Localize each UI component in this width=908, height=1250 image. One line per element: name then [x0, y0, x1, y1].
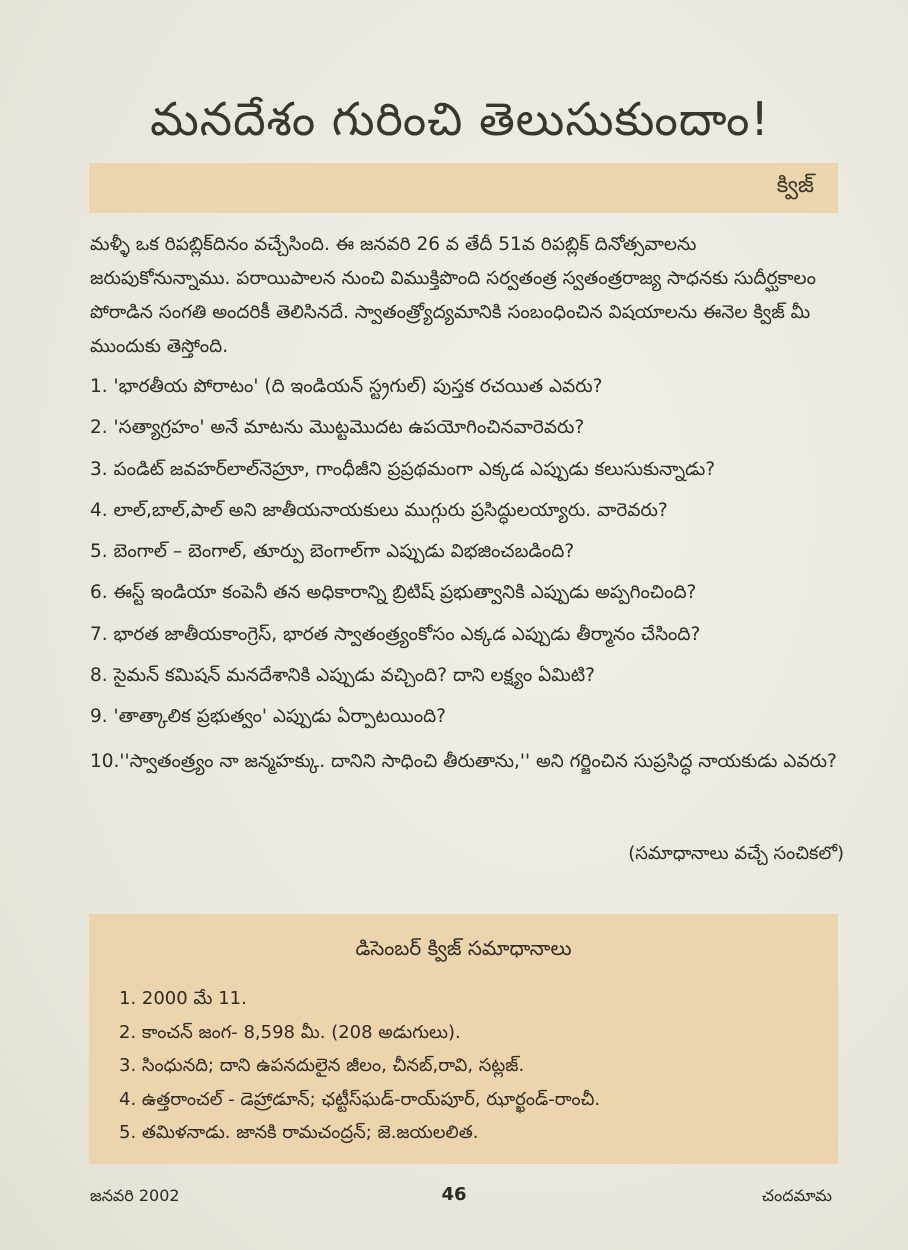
question-item: 9. 'తాత్కాలిక ప్రభుత్వం' ఎప్పుడు ఏర్పాటయింది?	[90, 706, 446, 728]
page-title: మనదేశం గురించి తెలుసుకుందాం!	[150, 92, 770, 146]
section-band	[89, 163, 838, 213]
answer-item: 1. 2000 మే 11.	[119, 988, 247, 1009]
intro-paragraph: మళ్ళీ ఒక రిపబ్లిక్‌దినం వచ్చేసింది. ఈ జనవరి 26 వ తేదీ 51వ రిపబ్లిక్ దినోత్సవాలను జరుపుకోనున్నాము. పరాయిపాలన నుంచి విముక్తిపొంది సర్వతంత్ర స్వతంత్రరాజ్య సాధనకు సుదీర్ఘకాలం పోరాడిన సంగతి అందరికీ తెలిసినదే. స్వాతంత్ర్యోద్యమానికి సంబంధించిన విషయాలను ఈనెల క్విజ్ మీ ముందుకు తెస్తోంది.	[90, 234, 816, 357]
answer-item: 5. తమిళనాడు. జానకి రామచంద్రన్; జె.జయలలిత.	[119, 1122, 479, 1143]
answers-box	[89, 914, 838, 1164]
answer-item: 2. కాంచన్ జంగ- 8,598 మీ. (208 అడుగులు).	[119, 1021, 461, 1043]
answer-item: 3. సింధునది; దాని ఉపనదులైన జీలం, చీనబ్,రావి, సట్లజ్.	[119, 1055, 525, 1076]
question-item: 7. భారత జాతీయకాంగ్రెస్, భారత స్వాతంత్ర్యంకోసం ఎక్కడ ఎప్పుడు తీర్మానం చేసింది?	[90, 623, 701, 645]
question-list	[90, 372, 850, 792]
question-item: 5. బెంగాల్ – బెంగాల్, తూర్పు బెంగాల్‌గా ఎప్పుడు విభజించబడింది?	[90, 541, 575, 563]
question-item: 4. లాల్,బాల్,పాల్ అని జాతీయనాయకులు ముగ్గురు ప్రసిద్ధులయ్యారు. వారెవరు?	[90, 499, 668, 521]
answer-item: 4. ఉత్తరాంచల్ - డెహ్రాడూన్; ఛట్టీస్‌ఘడ్-రాయ్‌పూర్, ఝార్ఖండ్-రాంచీ.	[119, 1088, 601, 1110]
question-item: 10.''స్వాతంత్ర్యం నా జన్మహక్కు. దానిని సాధించి తీరుతాను,'' అని గర్జించిన సుప్రసిద్ధ నాయకుడు ఎవరు?	[90, 750, 837, 772]
footer-magazine-name: చందమామ	[761, 1186, 832, 1205]
footer-issue-date: జనవరి 2002	[90, 1186, 180, 1205]
page-number: 46	[441, 1184, 467, 1205]
question-item: 8. సైమన్ కమిషన్ మనదేశానికి ఎప్పుడు వచ్చింది? దాని లక్ష్యం ఏమిటి?	[90, 665, 595, 687]
answers-note: (సమాధానాలు వచ్చే సంచికలో)	[628, 843, 844, 864]
answers-title: డిసెంబర్ క్విజ్ సమాధానాలు	[355, 936, 572, 960]
question-item: 1. 'భారతీయ పోరాటం' (ది ఇండియన్ స్ట్రగుల్) పుస్తక రచయిత ఎవరు?	[90, 376, 603, 397]
question-item: 2. 'సత్యాగ్రహం' అనే మాటను మొట్టమొదట ఉపయోగించినవారెవరు?	[90, 417, 585, 439]
answer-list	[119, 986, 600, 1154]
question-item: 3. పండిట్ జవహర్‌లాల్‌నెహ్రూ, గాంధీజీని ప్రప్రథమంగా ఎక్కడ ఎప్పుడు కలుసుకున్నాడు?	[90, 458, 716, 480]
question-item: 6. ఈస్ట్ ఇండియా కంపెనీ తన అధికారాన్ని బ్రిటిష్ ప్రభుత్వానికి ఎప్పుడు అప్పగించింది?	[90, 582, 697, 604]
section-label: క్విజ్	[776, 173, 814, 198]
